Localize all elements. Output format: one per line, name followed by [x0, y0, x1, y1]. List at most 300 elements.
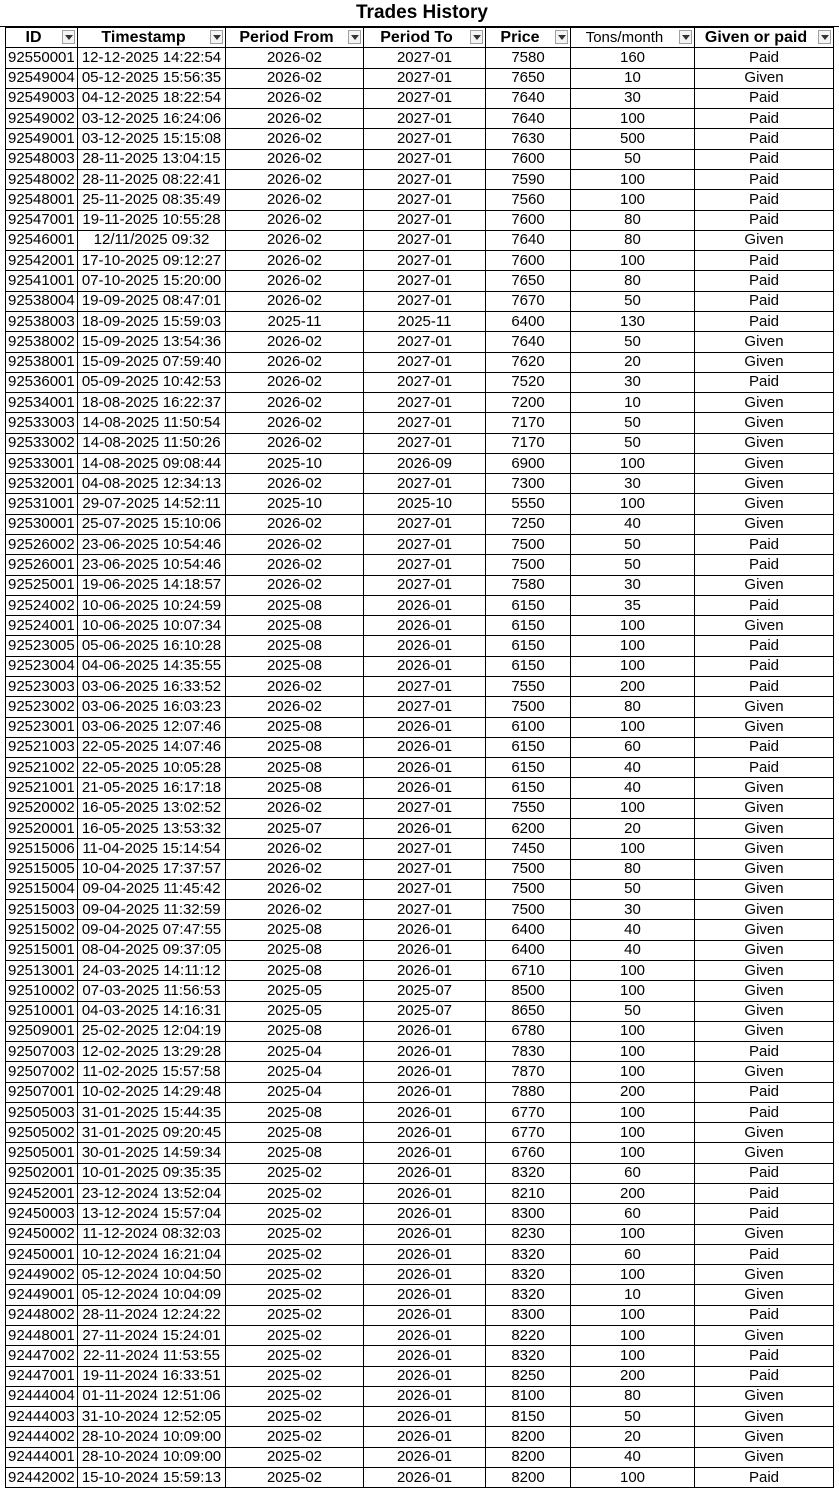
cell-period-to[interactable]: 2026-01 [364, 1305, 486, 1325]
column-header-given-or-paid[interactable] [695, 28, 834, 48]
cell-price[interactable]: 6150 [486, 737, 571, 757]
cell-timestamp[interactable]: 10-06-2025 10:07:34 [78, 616, 226, 636]
cell-period-from[interactable]: 2026-02 [226, 879, 364, 899]
cell-id[interactable]: 92450002 [6, 1224, 78, 1244]
cell-period-from[interactable]: 2026-02 [226, 352, 364, 372]
cell-timestamp[interactable]: 23-06-2025 10:54:46 [78, 535, 226, 555]
cell-period-to[interactable]: 2027-01 [364, 677, 486, 697]
cell-id[interactable]: 92509001 [6, 1021, 78, 1041]
cell-id[interactable]: 92549002 [6, 109, 78, 129]
cell-given-or-paid[interactable]: Given [695, 1386, 834, 1406]
cell-given-or-paid[interactable]: Paid [695, 656, 834, 676]
cell-period-from[interactable]: 2026-02 [226, 149, 364, 169]
cell-id[interactable]: 92549001 [6, 129, 78, 149]
cell-given-or-paid[interactable]: Given [695, 778, 834, 798]
cell-price[interactable]: 6100 [486, 717, 571, 737]
cell-id[interactable]: 92524001 [6, 616, 78, 636]
cell-given-or-paid[interactable]: Given [695, 616, 834, 636]
cell-price[interactable]: 7830 [486, 1042, 571, 1062]
cell-given-or-paid[interactable]: Given [695, 332, 834, 352]
column-header-tons-month[interactable] [571, 28, 695, 48]
cell-timestamp[interactable]: 29-07-2025 14:52:11 [78, 494, 226, 514]
cell-given-or-paid[interactable]: Given [695, 474, 834, 494]
cell-timestamp[interactable]: 31-01-2025 09:20:45 [78, 1123, 226, 1143]
cell-id[interactable]: 92507003 [6, 1042, 78, 1062]
cell-period-from[interactable]: 2025-02 [226, 1386, 364, 1406]
cell-timestamp[interactable]: 09-04-2025 07:47:55 [78, 920, 226, 940]
cell-period-from[interactable]: 2025-05 [226, 981, 364, 1001]
cell-id[interactable]: 92548003 [6, 149, 78, 169]
cell-price[interactable]: 8320 [486, 1285, 571, 1305]
cell-id[interactable]: 92520001 [6, 818, 78, 838]
cell-period-to[interactable]: 2026-01 [364, 1407, 486, 1427]
cell-tons-month[interactable]: 100 [571, 1265, 695, 1285]
cell-period-to[interactable]: 2026-01 [364, 636, 486, 656]
cell-tons-month[interactable]: 100 [571, 1123, 695, 1143]
cell-id[interactable]: 92525001 [6, 575, 78, 595]
cell-period-from[interactable]: 2026-02 [226, 433, 364, 453]
cell-id[interactable]: 92510002 [6, 981, 78, 1001]
cell-period-from[interactable]: 2026-02 [226, 900, 364, 920]
cell-period-to[interactable]: 2027-01 [364, 433, 486, 453]
cell-period-from[interactable]: 2025-08 [226, 1143, 364, 1163]
cell-period-to[interactable]: 2027-01 [364, 575, 486, 595]
cell-tons-month[interactable]: 200 [571, 1184, 695, 1204]
cell-id[interactable]: 92444004 [6, 1386, 78, 1406]
cell-given-or-paid[interactable]: Given [695, 393, 834, 413]
cell-period-from[interactable]: 2026-02 [226, 48, 364, 68]
cell-price[interactable]: 7600 [486, 210, 571, 230]
cell-id[interactable]: 92538002 [6, 332, 78, 352]
cell-price[interactable]: 6770 [486, 1123, 571, 1143]
cell-id[interactable]: 92521003 [6, 737, 78, 757]
cell-price[interactable]: 6150 [486, 656, 571, 676]
cell-price[interactable]: 7600 [486, 251, 571, 271]
cell-period-from[interactable]: 2026-02 [226, 839, 364, 859]
cell-given-or-paid[interactable]: Given [695, 1143, 834, 1163]
cell-given-or-paid[interactable]: Paid [695, 1346, 834, 1366]
cell-given-or-paid[interactable]: Paid [695, 555, 834, 575]
cell-id[interactable]: 92536001 [6, 372, 78, 392]
cell-period-from[interactable]: 2026-02 [226, 413, 364, 433]
cell-timestamp[interactable]: 04-12-2025 18:22:54 [78, 88, 226, 108]
column-header-period-to[interactable] [364, 28, 486, 48]
cell-timestamp[interactable]: 28-11-2025 08:22:41 [78, 169, 226, 189]
cell-given-or-paid[interactable]: Paid [695, 1244, 834, 1264]
cell-given-or-paid[interactable]: Paid [695, 1042, 834, 1062]
cell-period-to[interactable]: 2026-01 [364, 1346, 486, 1366]
cell-tons-month[interactable]: 100 [571, 109, 695, 129]
cell-period-from[interactable]: 2026-02 [226, 474, 364, 494]
cell-id[interactable]: 92526002 [6, 535, 78, 555]
cell-price[interactable]: 8210 [486, 1184, 571, 1204]
cell-timestamp[interactable]: 05-12-2024 10:04:09 [78, 1285, 226, 1305]
cell-given-or-paid[interactable]: Paid [695, 595, 834, 615]
cell-given-or-paid[interactable]: Given [695, 981, 834, 1001]
cell-tons-month[interactable]: 20 [571, 818, 695, 838]
cell-timestamp[interactable]: 16-05-2025 13:53:32 [78, 818, 226, 838]
cell-timestamp[interactable]: 09-04-2025 11:45:42 [78, 879, 226, 899]
cell-period-from[interactable]: 2025-08 [226, 960, 364, 980]
cell-id[interactable]: 92538004 [6, 291, 78, 311]
cell-tons-month[interactable]: 100 [571, 1042, 695, 1062]
cell-price[interactable]: 7880 [486, 1082, 571, 1102]
cell-tons-month[interactable]: 60 [571, 1204, 695, 1224]
cell-timestamp[interactable]: 05-12-2025 15:56:35 [78, 68, 226, 88]
cell-period-from[interactable]: 2025-08 [226, 595, 364, 615]
cell-timestamp[interactable]: 22-05-2025 10:05:28 [78, 758, 226, 778]
cell-price[interactable]: 7520 [486, 372, 571, 392]
cell-period-from[interactable]: 2025-08 [226, 737, 364, 757]
cell-price[interactable]: 8320 [486, 1346, 571, 1366]
cell-timestamp[interactable]: 10-06-2025 10:24:59 [78, 595, 226, 615]
cell-given-or-paid[interactable]: Given [695, 1447, 834, 1467]
cell-period-to[interactable]: 2027-01 [364, 535, 486, 555]
cell-given-or-paid[interactable]: Paid [695, 190, 834, 210]
cell-timestamp[interactable]: 15-10-2024 15:59:13 [78, 1467, 226, 1487]
cell-price[interactable]: 8300 [486, 1204, 571, 1224]
cell-tons-month[interactable]: 50 [571, 413, 695, 433]
cell-id[interactable]: 92526001 [6, 555, 78, 575]
cell-period-from[interactable]: 2026-02 [226, 210, 364, 230]
cell-id[interactable]: 92448002 [6, 1305, 78, 1325]
cell-period-to[interactable]: 2027-01 [364, 839, 486, 859]
cell-id[interactable]: 92505002 [6, 1123, 78, 1143]
cell-tons-month[interactable]: 100 [571, 960, 695, 980]
cell-timestamp[interactable]: 14-08-2025 11:50:54 [78, 413, 226, 433]
cell-period-from[interactable]: 2025-02 [226, 1204, 364, 1224]
cell-timestamp[interactable]: 24-03-2025 14:11:12 [78, 960, 226, 980]
cell-given-or-paid[interactable]: Given [695, 575, 834, 595]
cell-given-or-paid[interactable]: Paid [695, 1082, 834, 1102]
cell-tons-month[interactable]: 100 [571, 1021, 695, 1041]
cell-timestamp[interactable]: 10-01-2025 09:35:35 [78, 1163, 226, 1183]
cell-tons-month[interactable]: 80 [571, 697, 695, 717]
cell-id[interactable]: 92444003 [6, 1407, 78, 1427]
cell-given-or-paid[interactable]: Given [695, 68, 834, 88]
chevron-down-icon[interactable] [348, 30, 361, 44]
column-header-price[interactable] [486, 28, 571, 48]
cell-given-or-paid[interactable]: Given [695, 798, 834, 818]
cell-timestamp[interactable]: 09-04-2025 11:32:59 [78, 900, 226, 920]
cell-tons-month[interactable]: 50 [571, 1407, 695, 1427]
cell-id[interactable]: 92515004 [6, 879, 78, 899]
cell-period-to[interactable]: 2026-09 [364, 453, 486, 473]
cell-timestamp[interactable]: 10-04-2025 17:37:57 [78, 859, 226, 879]
column-header-id[interactable] [6, 28, 78, 48]
cell-tons-month[interactable]: 80 [571, 859, 695, 879]
cell-tons-month[interactable]: 100 [571, 1224, 695, 1244]
cell-id[interactable]: 92520002 [6, 798, 78, 818]
cell-timestamp[interactable]: 23-12-2024 13:52:04 [78, 1184, 226, 1204]
cell-period-to[interactable]: 2027-01 [364, 88, 486, 108]
cell-tons-month[interactable]: 20 [571, 352, 695, 372]
cell-tons-month[interactable]: 60 [571, 1244, 695, 1264]
cell-period-to[interactable]: 2026-01 [364, 1265, 486, 1285]
cell-tons-month[interactable]: 35 [571, 595, 695, 615]
cell-id[interactable]: 92505003 [6, 1102, 78, 1122]
cell-period-from[interactable]: 2025-05 [226, 1001, 364, 1021]
cell-given-or-paid[interactable]: Given [695, 960, 834, 980]
cell-period-from[interactable]: 2026-02 [226, 859, 364, 879]
cell-id[interactable]: 92507002 [6, 1062, 78, 1082]
cell-id[interactable]: 92444002 [6, 1427, 78, 1447]
cell-tons-month[interactable]: 30 [571, 372, 695, 392]
cell-tons-month[interactable]: 80 [571, 210, 695, 230]
cell-tons-month[interactable]: 40 [571, 1447, 695, 1467]
cell-tons-month[interactable]: 100 [571, 1326, 695, 1346]
cell-tons-month[interactable]: 40 [571, 778, 695, 798]
cell-period-to[interactable]: 2026-01 [364, 717, 486, 737]
cell-timestamp[interactable]: 22-05-2025 14:07:46 [78, 737, 226, 757]
cell-timestamp[interactable]: 19-06-2025 14:18:57 [78, 575, 226, 595]
cell-period-to[interactable]: 2026-01 [364, 1285, 486, 1305]
cell-id[interactable]: 92532001 [6, 474, 78, 494]
cell-period-from[interactable]: 2025-02 [226, 1224, 364, 1244]
cell-period-to[interactable]: 2026-01 [364, 778, 486, 798]
cell-id[interactable]: 92505001 [6, 1143, 78, 1163]
cell-period-to[interactable]: 2026-01 [364, 1244, 486, 1264]
chevron-down-icon[interactable] [62, 30, 75, 44]
cell-tons-month[interactable]: 80 [571, 230, 695, 250]
cell-period-from[interactable]: 2026-02 [226, 271, 364, 291]
cell-period-from[interactable]: 2026-02 [226, 697, 364, 717]
cell-id[interactable]: 92444001 [6, 1447, 78, 1467]
cell-given-or-paid[interactable]: Given [695, 717, 834, 737]
cell-period-to[interactable]: 2027-01 [364, 697, 486, 717]
cell-given-or-paid[interactable]: Given [695, 413, 834, 433]
cell-price[interactable]: 7650 [486, 68, 571, 88]
cell-period-from[interactable]: 2026-02 [226, 535, 364, 555]
cell-tons-month[interactable]: 100 [571, 656, 695, 676]
cell-period-from[interactable]: 2026-02 [226, 88, 364, 108]
cell-id[interactable]: 92548002 [6, 169, 78, 189]
cell-tons-month[interactable]: 100 [571, 190, 695, 210]
cell-timestamp[interactable]: 25-07-2025 15:10:06 [78, 514, 226, 534]
cell-period-to[interactable]: 2026-01 [364, 1467, 486, 1487]
cell-period-to[interactable]: 2027-01 [364, 109, 486, 129]
cell-tons-month[interactable]: 100 [571, 981, 695, 1001]
cell-price[interactable]: 6400 [486, 311, 571, 331]
cell-tons-month[interactable]: 50 [571, 332, 695, 352]
cell-timestamp[interactable]: 03-06-2025 16:03:23 [78, 697, 226, 717]
cell-price[interactable]: 7550 [486, 677, 571, 697]
cell-period-to[interactable]: 2026-01 [364, 1386, 486, 1406]
cell-period-from[interactable]: 2025-02 [226, 1265, 364, 1285]
cell-period-from[interactable]: 2025-02 [226, 1447, 364, 1467]
cell-period-from[interactable]: 2025-02 [226, 1163, 364, 1183]
cell-id[interactable]: 92449002 [6, 1265, 78, 1285]
cell-period-to[interactable]: 2027-01 [364, 169, 486, 189]
cell-id[interactable]: 92452001 [6, 1184, 78, 1204]
cell-given-or-paid[interactable]: Given [695, 1407, 834, 1427]
cell-period-from[interactable]: 2025-02 [226, 1467, 364, 1487]
cell-period-to[interactable]: 2027-01 [364, 798, 486, 818]
cell-price[interactable]: 8100 [486, 1386, 571, 1406]
cell-id[interactable]: 92515001 [6, 940, 78, 960]
cell-timestamp[interactable]: 14-08-2025 11:50:26 [78, 433, 226, 453]
cell-id[interactable]: 92533003 [6, 413, 78, 433]
cell-period-from[interactable]: 2026-02 [226, 798, 364, 818]
cell-price[interactable]: 7550 [486, 798, 571, 818]
cell-timestamp[interactable]: 12-12-2025 14:22:54 [78, 48, 226, 68]
cell-price[interactable]: 7640 [486, 332, 571, 352]
cell-period-to[interactable]: 2026-01 [364, 1184, 486, 1204]
cell-given-or-paid[interactable]: Given [695, 514, 834, 534]
cell-given-or-paid[interactable]: Paid [695, 291, 834, 311]
cell-id[interactable]: 92523003 [6, 677, 78, 697]
cell-id[interactable]: 92447002 [6, 1346, 78, 1366]
cell-price[interactable]: 7250 [486, 514, 571, 534]
cell-id[interactable]: 92513001 [6, 960, 78, 980]
cell-given-or-paid[interactable]: Paid [695, 129, 834, 149]
cell-period-to[interactable]: 2027-01 [364, 190, 486, 210]
cell-id[interactable]: 92549004 [6, 68, 78, 88]
cell-period-to[interactable]: 2027-01 [364, 859, 486, 879]
cell-price[interactable]: 6150 [486, 758, 571, 778]
cell-tons-month[interactable]: 30 [571, 900, 695, 920]
cell-given-or-paid[interactable]: Given [695, 1021, 834, 1041]
cell-price[interactable]: 7500 [486, 900, 571, 920]
cell-id[interactable]: 92548001 [6, 190, 78, 210]
column-header-period-from[interactable] [226, 28, 364, 48]
cell-tons-month[interactable]: 10 [571, 1285, 695, 1305]
cell-period-to[interactable]: 2027-01 [364, 332, 486, 352]
cell-period-to[interactable]: 2026-01 [364, 656, 486, 676]
cell-period-from[interactable]: 2025-08 [226, 717, 364, 737]
cell-tons-month[interactable]: 50 [571, 291, 695, 311]
cell-period-to[interactable]: 2026-01 [364, 1427, 486, 1447]
cell-period-from[interactable]: 2026-02 [226, 332, 364, 352]
cell-given-or-paid[interactable]: Given [695, 453, 834, 473]
cell-period-to[interactable]: 2026-01 [364, 960, 486, 980]
cell-given-or-paid[interactable]: Given [695, 1224, 834, 1244]
cell-price[interactable]: 7590 [486, 169, 571, 189]
cell-price[interactable]: 6710 [486, 960, 571, 980]
cell-period-to[interactable]: 2027-01 [364, 514, 486, 534]
cell-id[interactable]: 92448001 [6, 1326, 78, 1346]
cell-tons-month[interactable]: 100 [571, 1346, 695, 1366]
cell-timestamp[interactable]: 28-10-2024 10:09:00 [78, 1447, 226, 1467]
cell-price[interactable]: 8200 [486, 1467, 571, 1487]
cell-given-or-paid[interactable]: Given [695, 1326, 834, 1346]
cell-given-or-paid[interactable]: Paid [695, 251, 834, 271]
cell-timestamp[interactable]: 31-01-2025 15:44:35 [78, 1102, 226, 1122]
cell-price[interactable]: 7870 [486, 1062, 571, 1082]
cell-period-from[interactable]: 2025-02 [226, 1326, 364, 1346]
cell-id[interactable]: 92530001 [6, 514, 78, 534]
cell-price[interactable]: 7580 [486, 575, 571, 595]
cell-tons-month[interactable]: 100 [571, 1305, 695, 1325]
cell-tons-month[interactable]: 30 [571, 575, 695, 595]
cell-period-to[interactable]: 2026-01 [364, 818, 486, 838]
column-header-timestamp[interactable] [78, 28, 226, 48]
cell-timestamp[interactable]: 15-09-2025 07:59:40 [78, 352, 226, 372]
cell-period-from[interactable]: 2026-02 [226, 230, 364, 250]
cell-timestamp[interactable]: 04-08-2025 12:34:13 [78, 474, 226, 494]
cell-timestamp[interactable]: 08-04-2025 09:37:05 [78, 940, 226, 960]
cell-tons-month[interactable]: 50 [571, 535, 695, 555]
cell-given-or-paid[interactable]: Paid [695, 271, 834, 291]
chevron-down-icon[interactable] [679, 30, 692, 44]
cell-period-to[interactable]: 2026-01 [364, 940, 486, 960]
cell-timestamp[interactable]: 21-05-2025 16:17:18 [78, 778, 226, 798]
cell-price[interactable]: 7620 [486, 352, 571, 372]
cell-tons-month[interactable]: 100 [571, 839, 695, 859]
cell-price[interactable]: 7640 [486, 230, 571, 250]
cell-id[interactable]: 92546001 [6, 230, 78, 250]
cell-tons-month[interactable]: 50 [571, 555, 695, 575]
cell-id[interactable]: 92515005 [6, 859, 78, 879]
cell-period-from[interactable]: 2026-02 [226, 514, 364, 534]
cell-price[interactable]: 7630 [486, 129, 571, 149]
cell-tons-month[interactable]: 100 [571, 251, 695, 271]
cell-price[interactable]: 7200 [486, 393, 571, 413]
cell-tons-month[interactable]: 20 [571, 1427, 695, 1447]
cell-tons-month[interactable]: 200 [571, 1082, 695, 1102]
cell-period-from[interactable]: 2025-08 [226, 1102, 364, 1122]
cell-tons-month[interactable]: 100 [571, 453, 695, 473]
cell-given-or-paid[interactable]: Given [695, 859, 834, 879]
cell-period-to[interactable]: 2026-01 [364, 737, 486, 757]
cell-period-from[interactable]: 2025-07 [226, 818, 364, 838]
cell-period-from[interactable]: 2025-08 [226, 656, 364, 676]
cell-period-to[interactable]: 2027-01 [364, 48, 486, 68]
cell-tons-month[interactable]: 200 [571, 677, 695, 697]
cell-tons-month[interactable]: 50 [571, 879, 695, 899]
cell-period-to[interactable]: 2027-01 [364, 474, 486, 494]
cell-period-from[interactable]: 2025-08 [226, 778, 364, 798]
cell-id[interactable]: 92549003 [6, 88, 78, 108]
cell-period-to[interactable]: 2026-01 [364, 1204, 486, 1224]
cell-period-to[interactable]: 2026-01 [364, 1102, 486, 1122]
cell-period-from[interactable]: 2025-02 [226, 1285, 364, 1305]
cell-given-or-paid[interactable]: Given [695, 920, 834, 940]
cell-price[interactable]: 7500 [486, 535, 571, 555]
cell-timestamp[interactable]: 27-11-2024 15:24:01 [78, 1326, 226, 1346]
cell-given-or-paid[interactable]: Given [695, 1001, 834, 1021]
cell-timestamp[interactable]: 28-11-2024 12:24:22 [78, 1305, 226, 1325]
cell-given-or-paid[interactable]: Given [695, 1265, 834, 1285]
cell-price[interactable]: 7670 [486, 291, 571, 311]
cell-tons-month[interactable]: 500 [571, 129, 695, 149]
cell-id[interactable]: 92510001 [6, 1001, 78, 1021]
cell-price[interactable]: 7600 [486, 149, 571, 169]
cell-id[interactable]: 92523002 [6, 697, 78, 717]
cell-given-or-paid[interactable]: Given [695, 1285, 834, 1305]
cell-price[interactable]: 8200 [486, 1447, 571, 1467]
chevron-down-icon[interactable] [555, 30, 568, 44]
cell-given-or-paid[interactable]: Paid [695, 677, 834, 697]
cell-id[interactable]: 92542001 [6, 251, 78, 271]
cell-period-to[interactable]: 2026-01 [364, 1021, 486, 1041]
cell-period-to[interactable]: 2026-01 [364, 1062, 486, 1082]
cell-price[interactable]: 7640 [486, 88, 571, 108]
cell-period-from[interactable]: 2026-02 [226, 555, 364, 575]
cell-price[interactable]: 8650 [486, 1001, 571, 1021]
cell-price[interactable]: 8300 [486, 1305, 571, 1325]
cell-period-to[interactable]: 2027-01 [364, 291, 486, 311]
cell-given-or-paid[interactable]: Paid [695, 210, 834, 230]
cell-period-to[interactable]: 2027-01 [364, 879, 486, 899]
cell-period-from[interactable]: 2025-02 [226, 1346, 364, 1366]
cell-period-to[interactable]: 2026-01 [364, 1224, 486, 1244]
cell-period-from[interactable]: 2025-02 [226, 1427, 364, 1447]
cell-id[interactable]: 92449001 [6, 1285, 78, 1305]
cell-timestamp[interactable]: 18-09-2025 15:59:03 [78, 311, 226, 331]
cell-tons-month[interactable]: 10 [571, 393, 695, 413]
cell-given-or-paid[interactable]: Paid [695, 88, 834, 108]
